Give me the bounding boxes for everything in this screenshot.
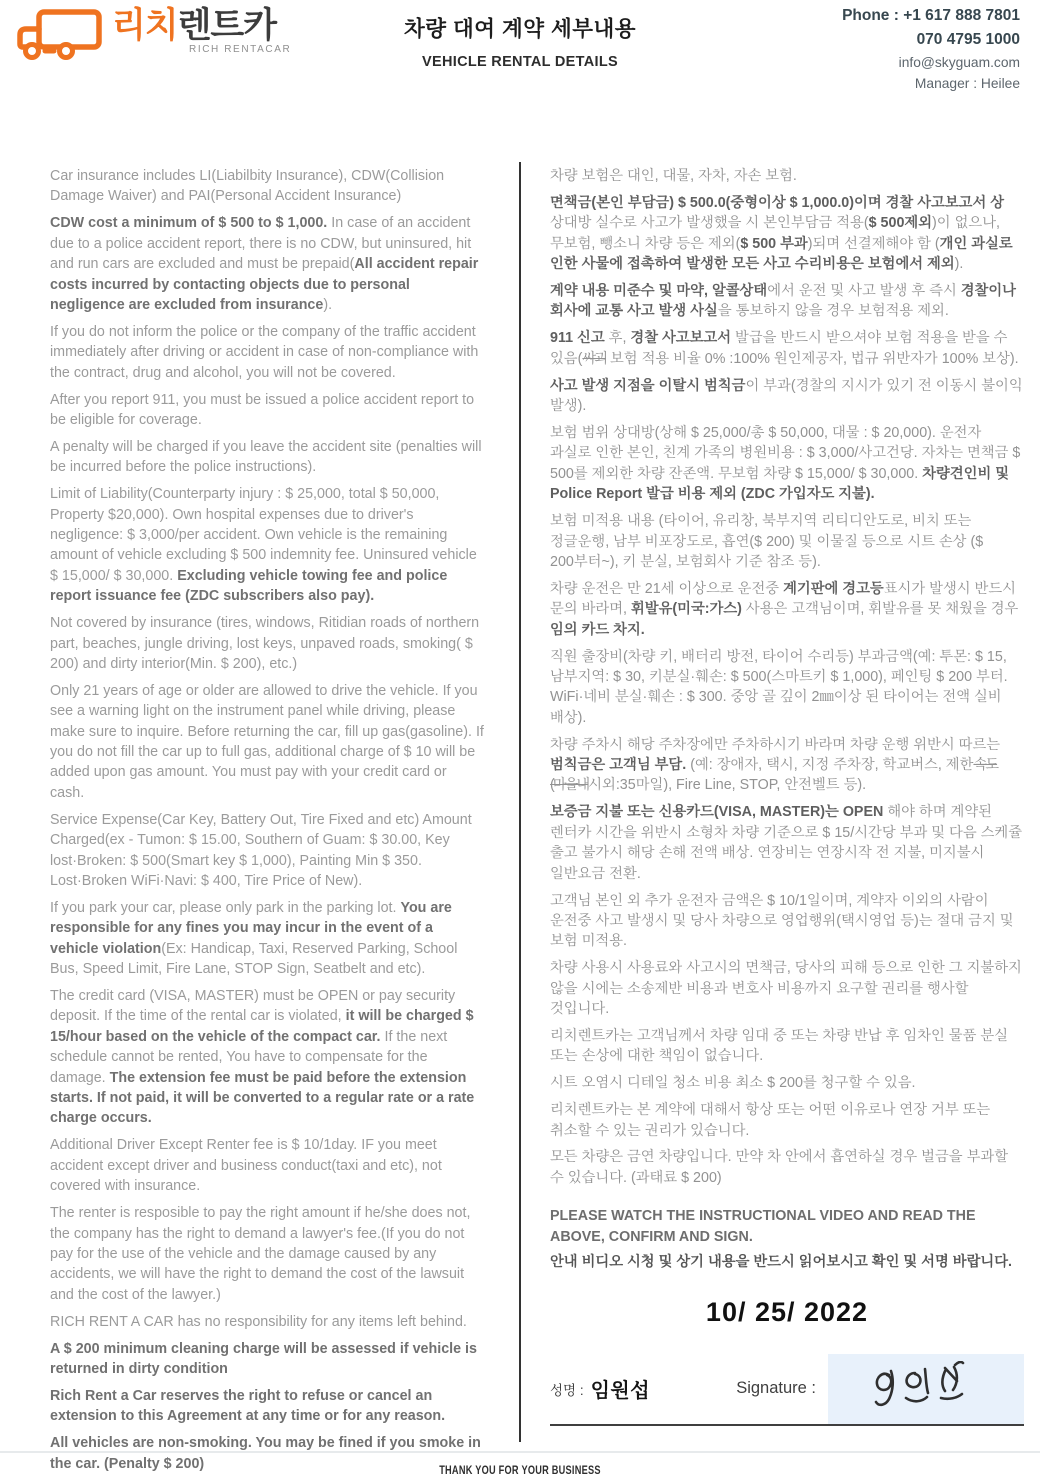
footer <box>0 1461 1040 1479</box>
terms-column-korean <box>550 166 1024 1426</box>
paragraph: All vehicles are non-smoking. You may be fined if you smoke in the car. (Penalty $ 200) <box>50 1435 481 1472</box>
signature-row <box>550 1354 1024 1424</box>
contract-date: 10/ 25/ 2022 <box>705 1296 869 1327</box>
paragraph: 차량 주차시 해당 주차장에만 주차하시기 바라며 차량 운행 위반시 따르는 범칙금은 고객님 부담. (예: 장애자, 택시, 지정 주차장, 학교버스, 제한속도(마을내시외:35마일), Fire Line, STOP, 안전벨트 등). <box>550 736 1001 794</box>
paragraph: Car insurance includes LI(Liabilbity Insurance), CDW(Collision Damage Waiver) and PAI(Personal Accident Insurance) <box>50 168 445 205</box>
paragraph: A $ 200 minimum cleaning charge will be assessed if vehicle is returned in dirty condition <box>50 1340 477 1377</box>
title-korean: 차량 대여 계약 세부내용 <box>403 17 637 41</box>
signature-label: Signature : <box>736 1379 816 1398</box>
logo-subtitle: RICH RENTACAR <box>189 44 292 55</box>
paragraph: Not covered by insurance (tires, windows, Ritidian roads of northern part, beaches, jungle driving, lost keys, unpaved roads, smoking( $ 200) and dirty interior(Min. $ 200), etc.) <box>50 615 480 672</box>
paragraph: 고객님 본인 외 추가 운전자 금액은 $ 10/1일이며, 계약자 이외의 사람이 운전중 사고 발생시 및 당사 차량으로 영업행위(택시영업 등)는 절대 금지 및 보험 미적용. <box>550 892 1014 950</box>
paragraph: If you do not inform the police or the company of the traffic accident immediately after driving or accident in case of non-compliance with the contract, drug and alcohol, you will not be covered. <box>50 323 479 381</box>
logo-wordmark <box>112 8 276 43</box>
page-header <box>0 0 1040 118</box>
company-logo <box>14 6 334 106</box>
notice-korean: 안내 비디오 시청 및 상기 내용을 반드시 읽어보시고 확인 및 서명 바랍니다. <box>550 1254 1012 1271</box>
name-cell <box>550 1374 736 1403</box>
phone-primary: Phone : +1 617 888 7801 <box>842 7 1020 24</box>
terms-column-english <box>50 166 484 1480</box>
phone-secondary: 070 4795 1000 <box>916 31 1020 48</box>
paragraph: 차량 보험은 대인, 대물, 자차, 자손 보험. <box>550 168 797 184</box>
paragraph: A penalty will be charged if you leave the accident site (penalties will be incurred before the police instructions). <box>50 438 482 476</box>
paragraph: 면책금(본인 부담금) $ 500.0(중형이상 $ 1,000.0)이며 경찰 사고보고서 상 상대방 실수로 사고가 발생했을 시 본인부담금 적용($ 500제외)이 없으나, 무보험, 뺑소니 차량 등은 제외($ 500 부과)되며 선결제해야 함 (개인 과실로 인한 사물에 접촉하여 발생한 모든 사고 수리비용은 보험에서 제외). <box>550 194 1013 273</box>
paragraph: Service Expense(Car Key, Battery Out, Tire Fixed and etc) Amount Charged(ex - Tumon: $ 15.00, Southern of Guam: $ 30.00, Key lost·Broken: $ 500(Smart key $ 1,000), Painting Min $ 350. Lost·Broken WiFi·Navi: $ 400, Tire Price of New). <box>50 811 472 889</box>
paragraph: The renter is resposible to pay the right amount if he/she does not, the company has the right to demand a lawyer's fee.(If you do not pay for the use of the vehicle and the damage caused by any accidents, we will have the right to demand the cost of the lawsuit and the cost of the lawyer.) <box>50 1205 471 1303</box>
footer-message: THANK YOU FOR YOUR BUSINESS <box>439 1465 601 1477</box>
paragraph: Additional Driver Except Renter fee is $ 10/1day. IF you meet accident except driver and business conduct(taxi and etc), not covered with insurance. <box>50 1137 442 1195</box>
paragraph: RICH RENT A CAR has no responsibility for any items left behind. <box>50 1313 467 1330</box>
paragraph: If you park your car, please only park in the parking lot. You are responsible for any fines you may incur in the event of a vehicle violation(Ex: Handicap, Taxi, Reserved Parking, School Bus, Speed Limit, Fire Lane, STOP Sign, Seatbelt and etc). <box>50 899 458 978</box>
paragraph: The credit card (VISA, MASTER) must be OPEN or pay security deposit. If the time of the rental car is violated, it will be charged $ 15/hour based on the vehicle of the compact car. If the next schedule cannot be rented, You have to compensate for the damage. The extension fee must be paid before the extension starts. If not paid, it will be converted to a regular rate or a rate charge occurs. <box>50 988 475 1127</box>
paragraph: 직원 출장비(차량 키, 배터리 방전, 타이어 수리등) 부과금액(예: 투몬: $ 15, 남부지역: $ 30, 키분실·훼손: $ 500(스마트키 $ 1,000), 페인팅 $ 200 부터. WiFi·네비 분실·훼손 : $ 300. 중앙 골 깊이 2㎜이상 된 타이어는 전액 실비 배상). <box>550 648 1008 726</box>
paragraph: 사고 발생 지점을 이탈시 범칙금이 부과(경찰의 지시가 있기 전 이동시 불이익 발생). <box>550 377 1023 415</box>
paragraph: 모든 차량은 금연 차량입니다. 만약 차 안에서 흡연하실 경우 벌금을 부과할 수 있습니다. (과태료 $ 200) <box>550 1149 1009 1186</box>
logo-kr-dark: 렌트카 <box>177 6 277 45</box>
paragraph: 계약 내용 미준수 및 마약, 알콜상태에서 운전 및 사고 발생 후 즉시 경찰이나 회사에 교통 사고 발생 사실을 통보하지 않을 경우 보험적용 제외. <box>550 283 1016 320</box>
paragraph: 차량 사용시 사용료와 사고시의 면책금, 당사의 피해 등으로 인한 그 지불하지 않을 시에는 소송제반 비용과 변호사 비용까지 요구할 권리를 행사할 것입니다. <box>550 960 1022 1018</box>
paragraph: CDW cost a minimum of $ 500 to $ 1,000. In case of an accident due to a police accident report, there is no CDW, but uninsured, hit and run cars are excluded and must be prepaid(All accident repair costs incurred by contacting objects due to personal negligence are excluded from insurance). <box>50 215 479 313</box>
name-label: 성명 : <box>550 1382 584 1398</box>
signature-scribble <box>871 1361 981 1417</box>
renter-name: 임원섭 <box>590 1380 651 1403</box>
truck-icon <box>14 8 114 64</box>
paragraph: 리치렌트카는 고객님께서 차량 임대 중 또는 차량 반납 후 임차인 물품 분실 또는 손상에 대한 책임이 없습니다. <box>550 1027 1009 1065</box>
paragraph: After you report 911, you must be issued a police accident report to be eligible for coverage. <box>50 391 475 428</box>
paragraph: 차량 운전은 만 21세 이상으로 운전중 계기판에 경고등표시가 발생시 반드시 문의 바라며, 휘발유(미국:가스) 사용은 고객님이며, 휘발유를 못 채웠을 경우 임의 카드 차지. <box>550 580 1019 638</box>
paragraph: 보험 미적용 내용 (타이어, 유리창, 북부지역 리티디안도로, 비치 또는 정글운행, 남부 비포장도로, 흡연($ 200) 및 이물질 등으로 시트 손상 ($ 200부터~), 키 분실, 보험회사 기준 참조 등). <box>550 513 984 570</box>
contact-block <box>842 4 1020 94</box>
korean-paragraphs <box>550 166 1024 1188</box>
paragraph: Limit of Liability(Counterparty injury : $ 25,000, total $ 50,000, Property $20,000). Own hospital expenses due to driver's negligence: $ 3,000/per accident. Own vehicle is the remaining amount of vehicle excluding $ 500 indemnity fee. Uninsured vehicle $ 15,000/ $ 30,000. Excluding vehicle towing fee and police report issuance fee (ZDC subscribers also pay). <box>50 486 477 605</box>
signature-field[interactable] <box>828 1354 1024 1424</box>
paragraph: Only 21 years of age or older are allowed to drive the vehicle. If you see a warning light on the instrument panel while driving, please make sure to inquire. Before returning the car, fill up gas(gasoline). If you do not fill the car up to full gas, additional charge of $ 10 will be added upon gas amount. You must pay with your credit card or cash. <box>50 682 484 801</box>
paragraph: 911 신고 후, 경찰 사고보고서 발급을 반드시 받으셔야 보험 적용을 받을 수 있음(쌰괴 보험 적용 비율 0% :100% 원인제공자, 법규 위반자가 100% 보상). <box>550 330 1019 367</box>
footer-divider <box>0 1451 1040 1453</box>
notice-english: PLEASE WATCH THE INSTRUCTIONAL VIDEO AND READ THE ABOVE, CONFIRM AND SIGN. <box>550 1208 976 1245</box>
email: info@skyguam.com <box>898 55 1020 70</box>
logo-kr-orange: 리치 <box>112 6 178 45</box>
paragraph: 보험 범위 상대방(상해 $ 25,000/총 $ 50,000, 대물 : $ 20,000). 운전자 과실로 인한 본인, 친계 가족의 병원비용 : $ 3,000/사고건당. 자차는 면책금 $ 500를 제외한 차량 잔존액. 무보험 차량 $ 15,000/ $ 30,000. 차량견인비 및 Police Report 발급 비용 제외 (ZDC 가입자도 지불). <box>550 424 1021 503</box>
paragraph: Rich Rent a Car reserves the right to refuse or cancel an extension to this Agreement at any time or for any reason. <box>50 1387 446 1425</box>
manager: Manager : Heilee <box>914 76 1020 91</box>
confirmation-notice <box>550 1206 1024 1273</box>
column-divider <box>519 162 521 1442</box>
signature-underline <box>550 1424 1024 1426</box>
paragraph: 시트 오염시 디테일 청소 비용 최소 $ 200를 청구할 수 있음. <box>550 1075 916 1092</box>
paragraph: 보증금 지불 또는 신용카드(VISA, MASTER)는 OPEN 해야 하며 계약된 렌터카 시간을 위반시 소형차 차량 기준으로 $ 15/시간당 부과 및 다음 스케쥴 출고 불가시 해당 손해 전액 배상. 연장비는 연장시작 전 지불, 미지불시 일반요금 전환. <box>550 804 1023 882</box>
title-english: VEHICLE RENTAL DETAILS <box>422 54 618 70</box>
paragraph: 리치렌트카는 본 계약에 대해서 항상 또는 어떤 이유로나 연장 거부 또는 취소할 수 있는 권리가 있습니다. <box>550 1102 991 1139</box>
